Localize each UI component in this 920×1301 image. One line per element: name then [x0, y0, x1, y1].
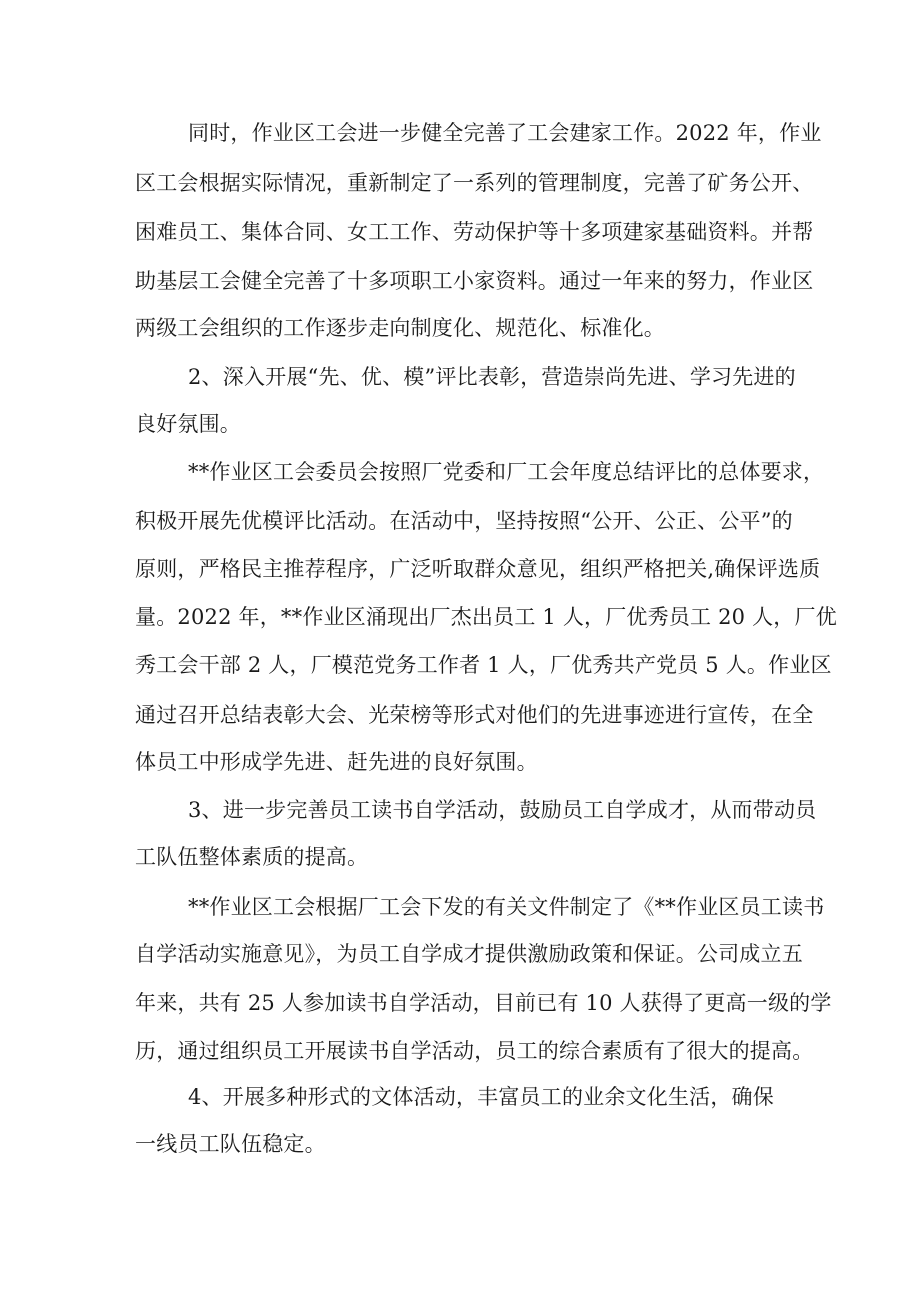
text-line: **作业区工会根据厂工会下发的有关文件制定了《**作业区员工读书: [188, 895, 825, 919]
text-line: 同时，作业区工会进一步健全完善了工会建家工作。2022 年，作业: [188, 121, 822, 145]
text-line: 原则，严格民主推荐程序，广泛听取群众意见，组织严格把关,确保评选质: [135, 557, 821, 581]
text-line: 困难员工、集体合同、女工工作、劳动保护等十多项建家基础资料。并帮: [135, 220, 814, 244]
text-line: 2、深入开展“先、优、模”评比表彰，营造崇尚先进、学习先进的: [188, 365, 796, 389]
text-line: 4、开展多种形式的文体活动，丰富员工的业余文化生活，确保: [188, 1085, 774, 1109]
text-line: 助基层工会健全完善了十多项职工小家资料。通过一年来的努力，作业区: [135, 269, 814, 293]
text-line: 量。2022 年，**作业区涌现出厂杰出员工 1 人，厂优秀员工 20 人，厂优: [135, 605, 837, 629]
text-line: 体员工中形成学先进、赶先进的良好氛围。: [135, 750, 538, 774]
text-line: 工队伍整体素质的提高。: [135, 845, 369, 869]
text-line: **作业区工会委员会按照厂党委和厂工会年度总结评比的总体要求，: [188, 460, 825, 484]
text-line: 良好氛围。: [135, 412, 241, 436]
text-line: 通过召开总结表彰大会、光荣榜等形式对他们的先进事迹进行宣传，在全: [135, 703, 814, 727]
text-line: 两级工会组织的工作逐步走向制度化、规范化、标准化。: [135, 316, 665, 340]
text-line: 积极开展先优模评比活动。在活动中，坚持按照“公开、公正、公平”的: [135, 509, 793, 533]
text-line: 3、进一步完善员工读书自学活动，鼓励员工自学成才，从而带动员: [188, 798, 817, 822]
text-line: 年来，共有 25 人参加读书自学活动，目前已有 10 人获得了更高一级的学: [135, 991, 832, 1015]
text-line: 秀工会干部 2 人，厂模范党务工作者 1 人，厂优秀共产党员 5 人。作业区: [135, 653, 832, 677]
text-line: 历，通过组织员工开展读书自学活动，员工的综合素质有了很大的提高。: [135, 1039, 814, 1063]
text-line: 自学活动实施意见》，为员工自学成才提供激励政策和保证。公司成立五: [135, 942, 803, 966]
text-line: 区工会根据实际情况，重新制定了一系列的管理制度，完善了矿务公开、: [135, 171, 814, 195]
text-line: 一线员工队伍稳定。: [135, 1132, 326, 1156]
